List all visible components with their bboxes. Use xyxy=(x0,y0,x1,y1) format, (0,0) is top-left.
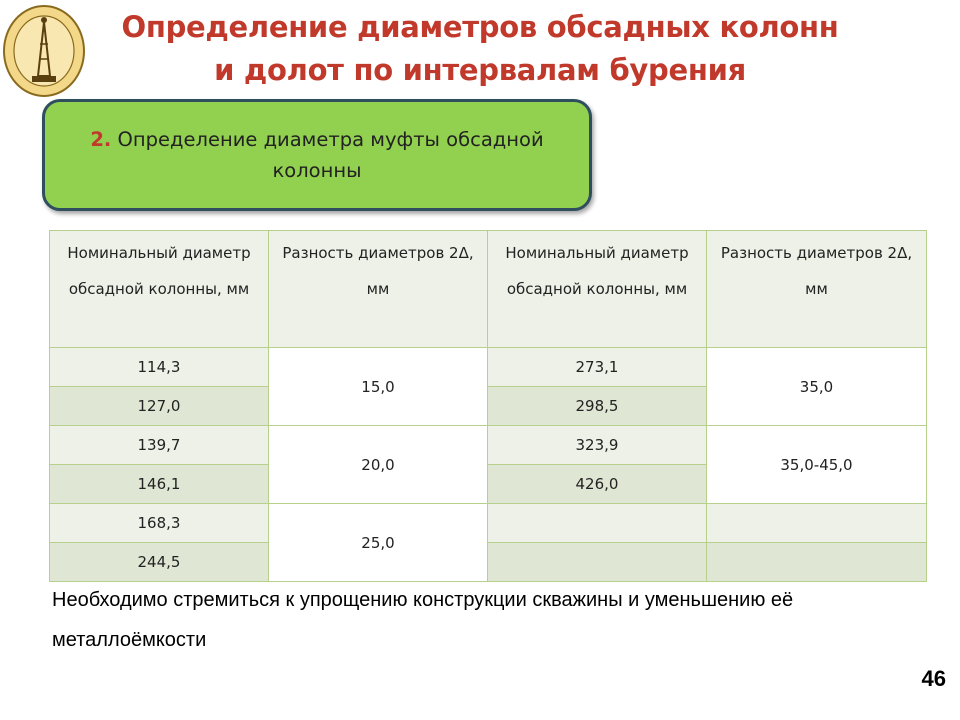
section-callout xyxy=(42,99,592,211)
right-diameter-cell: 323,9 xyxy=(488,426,707,465)
university-seal-icon xyxy=(2,4,86,98)
right-diameter-cell xyxy=(488,504,707,543)
header-left-diameter: Номинальный диаметр обсадной колонны, мм xyxy=(50,231,269,348)
callout-text: Определение диаметра муфты обсадной колонны xyxy=(117,128,544,182)
casing-diameter-table xyxy=(49,230,927,582)
page-title xyxy=(100,6,860,92)
title-line-2: и долот по интервалам бурения xyxy=(214,53,746,87)
left-diameter-cell: 127,0 xyxy=(50,387,269,426)
right-diameter-cell xyxy=(488,543,707,582)
right-diff-cell xyxy=(707,504,927,543)
left-diameter-cell: 139,7 xyxy=(50,426,269,465)
right-diff-cell xyxy=(707,543,927,582)
table-header-row xyxy=(50,231,927,348)
header-right-diameter: Номинальный диаметр обсадной колонны, мм xyxy=(488,231,707,348)
table-row xyxy=(50,504,927,543)
left-diameter-cell: 146,1 xyxy=(50,465,269,504)
left-diff-cell: 15,0 xyxy=(269,348,488,426)
left-diameter-cell: 114,3 xyxy=(50,348,269,387)
left-diff-cell: 25,0 xyxy=(269,504,488,582)
right-diameter-cell: 298,5 xyxy=(488,387,707,426)
table-row xyxy=(50,426,927,465)
table-row xyxy=(50,543,927,582)
callout-number: 2. xyxy=(90,128,112,151)
table-row xyxy=(50,348,927,387)
left-diameter-cell: 244,5 xyxy=(50,543,269,582)
conclusion-note: Необходимо стремиться к упрощению конструкции скважины и уменьшению её металлоёмкости xyxy=(52,589,794,651)
header-left-diff: Разность диаметров 2Δ, мм xyxy=(269,231,488,348)
left-diameter-cell: 168,3 xyxy=(50,504,269,543)
page-number: 46 xyxy=(921,666,946,691)
right-diff-cell: 35,0 xyxy=(707,348,927,426)
left-diff-cell: 20,0 xyxy=(269,426,488,504)
callout-text-block xyxy=(65,124,569,186)
right-diameter-cell: 273,1 xyxy=(488,348,707,387)
right-diff-cell: 35,0-45,0 xyxy=(707,426,927,504)
header-right-diff: Разность диаметров 2Δ, мм xyxy=(707,231,927,348)
title-line-1: Определение диаметров обсадных колонн xyxy=(121,10,839,44)
right-diameter-cell: 426,0 xyxy=(488,465,707,504)
